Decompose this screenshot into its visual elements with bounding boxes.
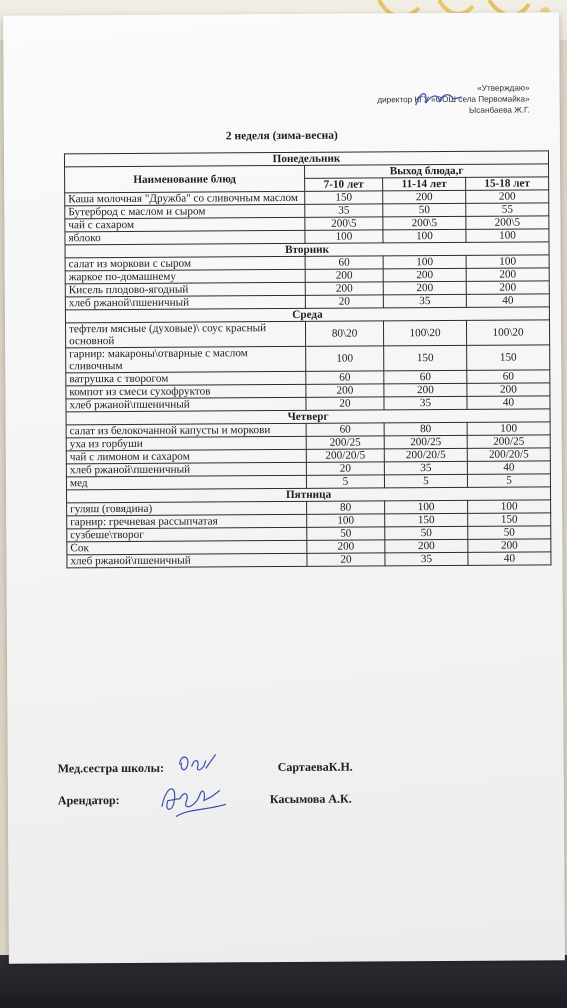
portion-value: 50 [383,203,466,217]
dish-name: гарнир: гречневая рассыпчатая [67,514,307,528]
portion-value: 200 [305,282,383,295]
portion-value: 200 [306,384,384,397]
dish-name: Кисель плодово-ягодный [65,282,305,296]
dish-name: хлеб ржаной\пшеничный [67,553,307,567]
portion-value: 100 [307,514,385,527]
portion-value: 100\20 [466,320,549,346]
dish-name: хлеб ржаной\пшеничный [66,397,306,411]
portion-value: 35 [384,396,467,410]
portion-value: 100 [383,229,466,243]
portion-value: 100 [306,346,384,371]
day-heading: Вторник [65,242,549,258]
portion-value: 100 [385,500,468,514]
portion-value: 200 [384,383,467,397]
portion-value: 200/25 [384,435,467,449]
portion-value: 100\20 [383,320,466,346]
portion-value: 100 [468,500,551,514]
menu-table [64,150,552,568]
portion-value: 50 [307,527,385,540]
portion-value: 5 [384,474,467,488]
dish-name: чай с сахаром [65,217,305,231]
age-column-header: 15-18 лет [466,177,549,191]
tenant-name: Касымова А.К. [269,791,352,807]
portion-value: 40 [468,552,551,566]
dish-name: жаркое по-домашнему [65,269,305,283]
portion-value: 150 [467,345,550,371]
portion-value: 60 [384,370,467,384]
portion-value: 60 [306,423,384,436]
portion-value: 35 [385,552,468,566]
portion-value: 200\5 [383,216,466,230]
dish-name: яблоко [65,230,305,244]
dish-name: компот из смеси сухофруктов [66,384,306,398]
portion-value: 200 [307,540,385,553]
portion-value: 60 [467,370,550,384]
portion-value: 150 [468,513,551,527]
dish-name: гуляш (говядина) [67,501,307,515]
nurse-signature [176,750,222,776]
portion-value: 20 [307,553,385,566]
portion-value: 50 [468,526,551,540]
nurse-name: СартаеваК.Н. [277,759,353,775]
portion-value: 5 [467,474,550,488]
portion-value: 55 [466,203,549,217]
portion-value: 100 [383,255,466,269]
dish-name: салат из белокочанной капусты и моркови [66,423,306,437]
portion-value: 80 [307,501,385,514]
dish-name: уха из горбуши [66,436,306,450]
portion-value: 200 [383,190,466,204]
table-row [66,345,550,373]
day-heading: Понедельник [64,151,548,167]
portion-value: 200 [383,281,466,295]
page-title: 2 неделя (зима-весна) [225,129,338,143]
portion-value: 50 [385,526,468,540]
portion-value: 200 [467,383,550,397]
portion-value: 40 [467,461,550,475]
portion-value: 100 [467,422,550,436]
director-signature [414,87,464,111]
age-column-header: 7-10 лет [305,178,383,191]
dish-name: сузбеше\творог [67,527,307,541]
dish-name: Бутерброд с маслом и сыром [65,204,305,218]
tenant-label: Арендатор: [57,793,120,808]
dish-name: мед [66,475,306,489]
output-column-header: Выход блюда,г [305,164,549,178]
day-heading: Пятница [67,487,551,503]
portion-value: 200 [385,539,468,553]
portion-value: 35 [383,294,466,308]
approval-signer: Ысанбаева Ж.Г. [469,105,530,115]
nurse-label: Мед.сестра школы: [57,760,164,776]
portion-value: 200 [466,190,549,204]
dish-name: ватрушка с творогом [66,371,306,385]
day-heading: Четверг [66,409,550,425]
portion-value: 200/20/5 [467,448,550,462]
dish-name: хлеб ржаной\пшеничный [65,295,305,309]
portion-value: 60 [305,256,383,269]
portion-value: 80 [384,422,467,436]
portion-value: 40 [466,294,549,308]
dish-name: хлеб ржаной\пшеничный [66,462,306,476]
table-row [67,552,551,568]
portion-value: 200/20/5 [306,449,384,462]
portion-value: 150 [385,513,468,527]
portion-value: 200 [468,539,551,553]
age-column-header: 11-14 лет [383,177,466,191]
portion-value: 150 [384,345,467,371]
portion-value: 200 [466,268,549,282]
portion-value: 60 [306,371,384,384]
portion-value: 200\5 [466,216,549,230]
portion-value: 200 [466,281,549,295]
portion-value: 200\5 [305,217,383,230]
portion-value: 200 [383,268,466,282]
table-row [65,320,549,348]
dish-name: Каша молочная "Дружба" со сливочным маслом [65,191,305,205]
portion-value: 20 [306,397,384,410]
portion-value: 100 [305,230,383,243]
portion-value: 80\20 [305,321,383,346]
portion-value: 20 [305,295,383,308]
portion-value: 35 [305,204,383,217]
portion-value: 5 [306,475,384,488]
dish-name: чай с лимоном и сахаром [66,449,306,463]
dish-name: тефтели мясные (духовые)\ соус красный основной [65,321,305,347]
portion-value: 150 [305,191,383,204]
menu-document [3,12,565,963]
dish-column-header: Наименование блюд [65,165,305,192]
portion-value: 40 [467,396,550,410]
day-heading: Среда [65,307,549,323]
dish-name: салат из моркови с сыром [65,256,305,270]
dish-name: Сок [67,540,307,554]
portion-value: 200/25 [306,436,384,449]
portion-value: 100 [466,229,549,243]
approval-director: директор КГУ «ООШ села Первомайка» [377,94,530,105]
dish-name: гарнир: макароны\отварные с маслом сливочным [66,346,306,372]
portion-value: 200/20/5 [384,448,467,462]
approval-heading: «Утверждаю» [477,83,530,93]
tenant-signature [156,778,236,822]
portion-value: 100 [466,255,549,269]
portion-value: 20 [306,462,384,475]
portion-value: 35 [384,461,467,475]
portion-value: 200 [305,269,383,282]
portion-value: 200/25 [467,435,550,449]
